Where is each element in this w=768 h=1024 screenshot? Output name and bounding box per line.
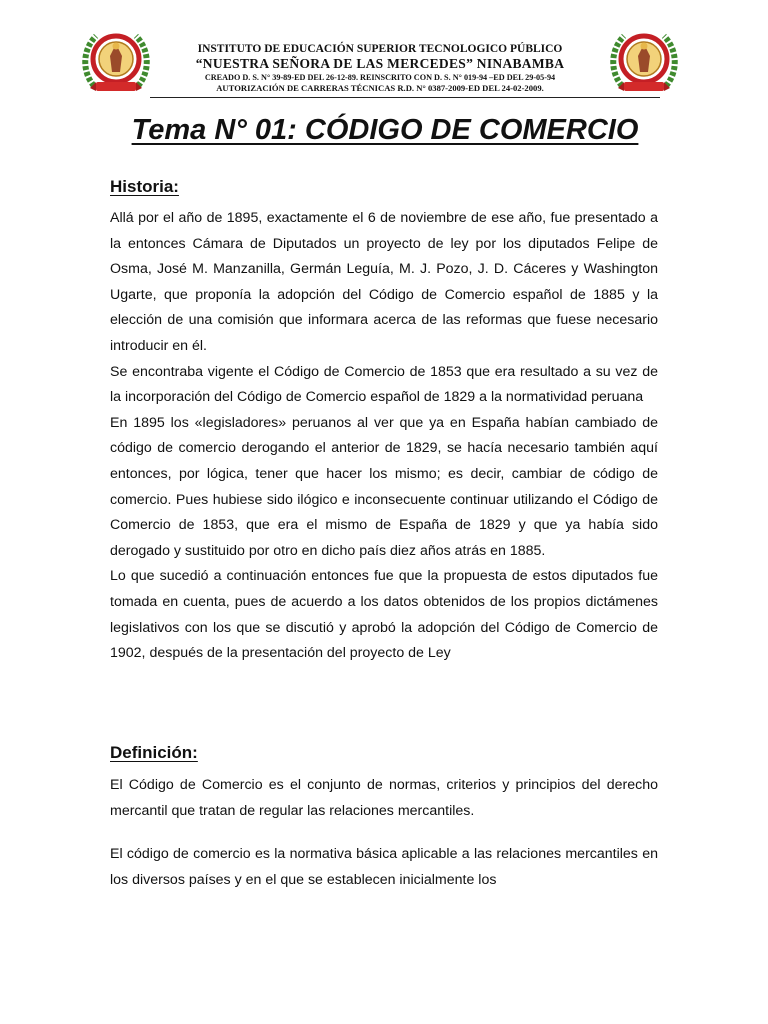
creation-decree: CREADO D. S. N° 39-89-ED DEL 26-12-89. REINSCRITO CON D. S. N° 019-94 –ED DEL 29-05-94 [204,73,556,82]
section-heading-historia: Historia: [110,177,179,196]
historia-paragraph: Lo que sucedió a continuación entonces fue que la propuesta de estos diputados fue tomada en cuenta, pues de acuerdo a los datos obtenidos de los propios dictámenes legislativos con los que se discutió y aprobó la adopción del Código de Comercio de 1902, después de la presentación del proyecto de Ley [110,568,658,662]
header-text-block [162,42,598,94]
institute-subname: “NUESTRA SEÑORA DE LAS MERCEDES” NINABAMBA [195,56,565,71]
document-title: Tema N° 01: CÓDIGO DE COMERCIO [131,114,639,146]
institution-header [80,26,680,102]
historia-body [110,206,658,667]
historia-paragraph: En 1895 los «legisladores» peruanos al ver que ya en España habían cambiado de código de comercio derogando el anterior de 1829, se hacía necesario también aquí entonces, por lógica, tener que hacer los mismo; es decir, cambiar de código de comercio. Pues hubiese sido ilógico e inconsecuente continuar utilizando el Código de Comercio de 1853, que era el mismo de España de 1829 y que ya había sido derogado y sustituido por otro en dicho país diez años atrás en 1885. [110,414,658,559]
authorization-resolution: AUTORIZACIÓN DE CARRERAS TÉCNICAS R.D. N° 0387-2009-ED DEL 24-02-2009. [216,83,544,93]
institution-seal-left-icon [80,26,152,98]
historia-paragraph: Allá por el año de 1895, exactamente el 6 de noviembre de ese año, fue presentado a la entonces Cámara de Diputados un proyecto de ley por los diputados Felipe de Osma, José M. Manzanilla, Germán Leguía, M. J. Pozo, J. D. Cáceres y Washington Ugarte, que proponía la adopción del Código de Comercio español de 1885 y la elección de una comisión que informara acerca de las reformas que fuese necesario introducir en él. [110,210,658,354]
header-divider [150,97,660,98]
institution-seal-right-icon [608,26,680,98]
section-heading-definicion: Definición: [110,743,198,762]
definicion-paragraph: El código de comercio es la normativa básica aplicable a las relaciones mercantiles en los diversos países y en el que se establecen inicialmente los [110,846,658,888]
institute-name: INSTITUTO DE EDUCACIÓN SUPERIOR TECNOLOGICO PÚBLICO [197,43,563,55]
definicion-paragraph: El Código de Comercio es el conjunto de normas, criterios y principios del derecho mercantil que tratan de regular las relaciones mercantiles. [110,777,658,819]
historia-paragraph: Se encontraba vigente el Código de Comercio de 1853 que era resultado a su vez de la incorporación del Código de Comercio español de 1829 a la normatividad peruana [110,363,658,406]
